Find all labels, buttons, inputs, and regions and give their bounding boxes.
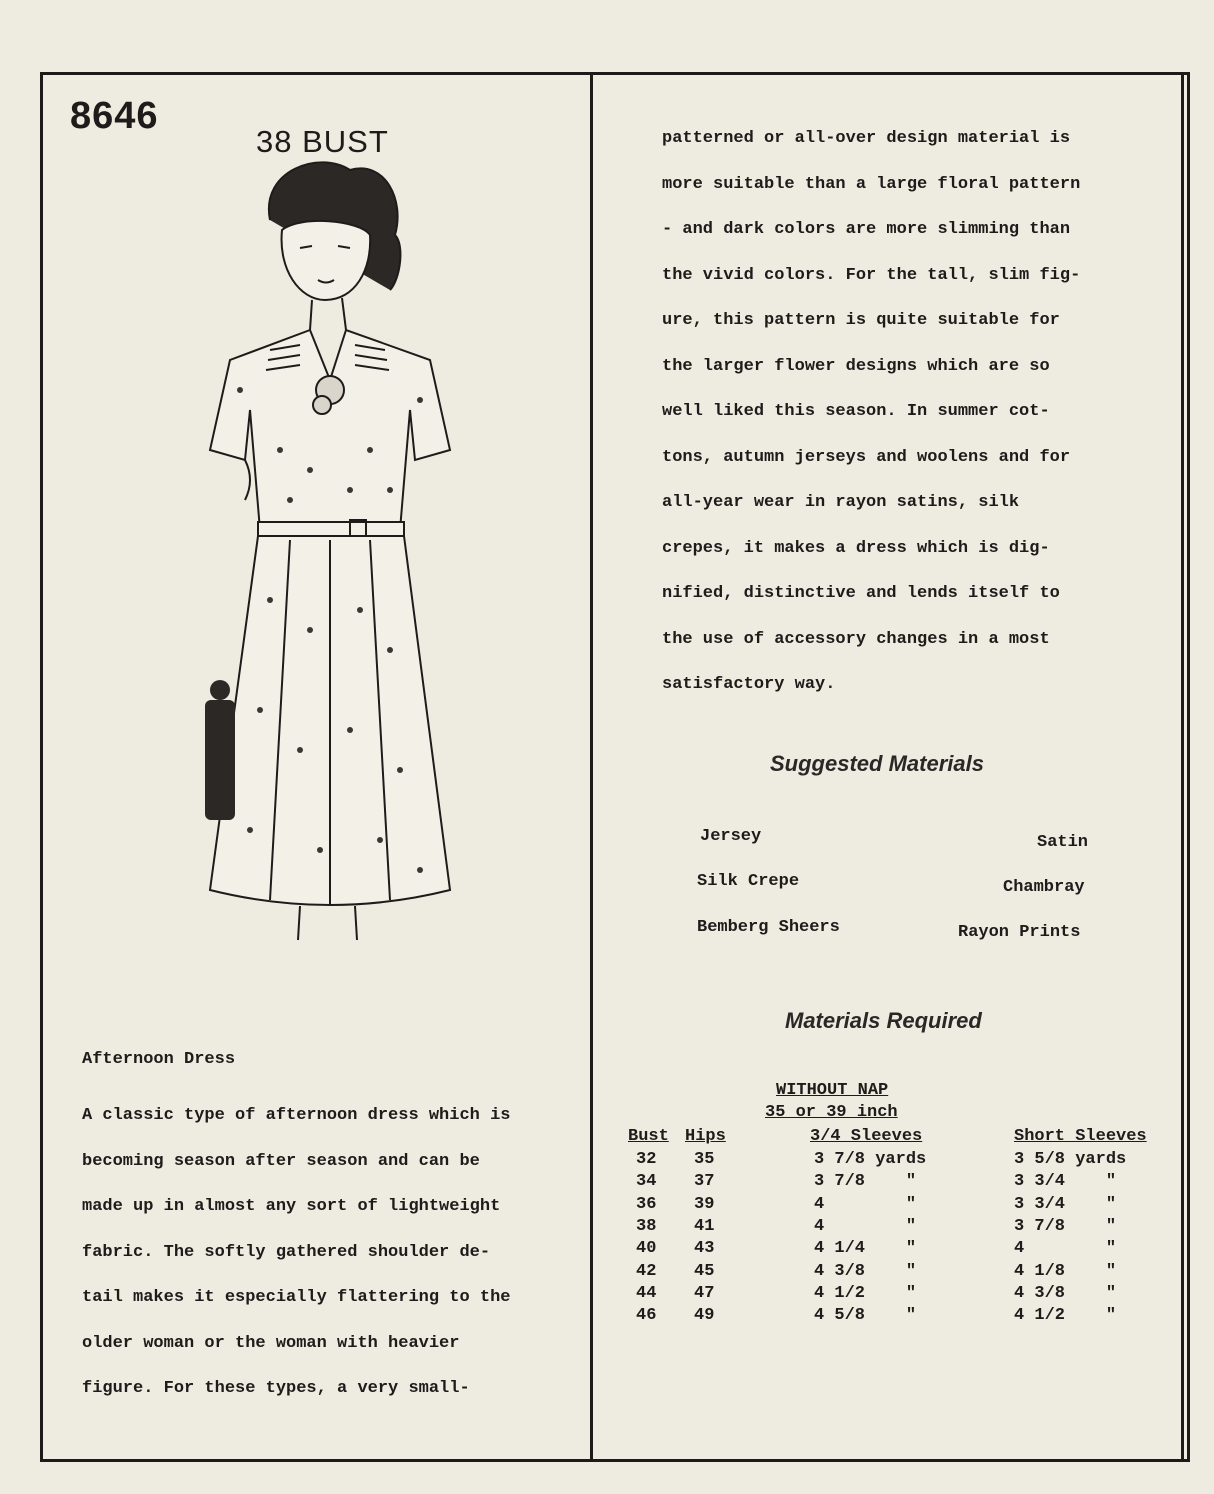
nap-label: WITHOUT NAP	[776, 1081, 889, 1100]
desc-line: tail makes it especially flattering to the	[82, 1288, 511, 1307]
table-cell: 38	[636, 1216, 657, 1236]
text-line: the use of accessory changes in a most	[662, 629, 1050, 649]
table-cell: 44	[636, 1283, 657, 1303]
text-line: patterned or all-over design material is	[662, 129, 1071, 148]
text-line: nified, distinctive and lends itself to	[662, 584, 1060, 603]
table-cell: 41	[694, 1216, 715, 1236]
table-cell: 43	[694, 1239, 715, 1259]
text-line: well liked this season. In summer cot-	[662, 402, 1050, 421]
text-line: the larger flower designs which are so	[662, 356, 1050, 376]
size-label: 38 BUST	[256, 124, 389, 159]
material-item: Jersey	[700, 827, 762, 846]
table-cell: 4 1/8 "	[1014, 1261, 1117, 1281]
col-header-hips: Hips	[685, 1127, 726, 1146]
garment-caption: Afternoon Dress	[82, 1050, 236, 1069]
desc-line: fabric. The softly gathered shoulder de-	[82, 1242, 491, 1262]
table-cell: 49	[694, 1306, 715, 1326]
table-cell: 4 1/2 "	[1014, 1306, 1117, 1326]
col-header-three-quarter-sleeves: 3/4 Sleeves	[810, 1127, 923, 1146]
materials-required-heading: Materials Required	[785, 1008, 982, 1033]
desc-line: A classic type of afternoon dress which is	[82, 1106, 511, 1125]
table-cell: 4 5/8 "	[814, 1306, 917, 1326]
table-cell: 4 "	[814, 1216, 917, 1236]
table-cell: 47	[694, 1283, 715, 1303]
table-cell: 3 7/8 yards	[814, 1150, 927, 1169]
text-line: more suitable than a large floral pattern	[662, 174, 1081, 194]
material-item: Silk Crepe	[697, 872, 800, 891]
table-cell: 3 7/8 "	[1014, 1216, 1117, 1236]
table-cell: 4 3/8 "	[814, 1261, 917, 1281]
text-line: crepes, it makes a dress which is dig-	[662, 538, 1050, 558]
text-line: all-year wear in rayon satins, silk	[662, 493, 1020, 512]
table-cell: 4 "	[1014, 1239, 1117, 1259]
desc-line: becoming season after season and can be	[82, 1151, 480, 1171]
suggested-materials-heading: Suggested Materials	[770, 751, 984, 776]
text-line: - and dark colors are more slimming than	[662, 220, 1071, 239]
desc-line: made up in almost any sort of lightweight	[82, 1197, 501, 1216]
table-cell: 45	[694, 1261, 715, 1281]
description-text	[82, 1093, 572, 1412]
table-cell: 4 1/2 "	[814, 1283, 917, 1303]
table-cell: 4 "	[814, 1194, 917, 1214]
col-header-short-sleeves: Short Sleeves	[1014, 1127, 1147, 1146]
fabric-width: 35 or 39 inch	[765, 1103, 898, 1122]
table-cell: 3 3/4 "	[1014, 1172, 1117, 1192]
material-item: Bemberg Sheers	[697, 918, 840, 937]
table-cell: 3 7/8 "	[814, 1172, 917, 1192]
desc-line: older woman or the woman with heavier	[82, 1333, 460, 1353]
table-cell: 46	[636, 1306, 657, 1326]
table-cell: 3 5/8 yards	[1014, 1150, 1127, 1169]
table-cell: 36	[636, 1194, 657, 1214]
right-edge-divider	[1181, 72, 1184, 1462]
yardage-table	[600, 1080, 1180, 1340]
material-item: Satin	[1037, 833, 1089, 852]
pattern-number: 8646	[70, 95, 159, 137]
table-cell: 37	[694, 1172, 715, 1192]
table-cell: 3 3/4 "	[1014, 1194, 1117, 1214]
table-cell: 32	[636, 1150, 657, 1169]
table-cell: 34	[636, 1172, 657, 1192]
material-item: Rayon Prints	[958, 923, 1081, 942]
col-header-bust: Bust	[628, 1127, 669, 1146]
continued-description	[662, 116, 1162, 708]
text-line: ure, this pattern is quite suitable for	[662, 311, 1060, 330]
table-cell: 39	[694, 1194, 715, 1214]
table-cell: 35	[694, 1150, 715, 1169]
table-cell: 4 1/4 "	[814, 1239, 917, 1259]
text-line: satisfactory way.	[662, 675, 836, 694]
text-line: tons, autumn jerseys and woolens and for	[662, 447, 1071, 467]
material-item: Chambray	[1003, 878, 1085, 897]
table-cell: 42	[636, 1261, 657, 1281]
table-cell: 40	[636, 1239, 657, 1259]
dress-illustration	[150, 150, 520, 950]
desc-line: figure. For these types, a very small-	[82, 1379, 470, 1398]
table-cell: 4 3/8 "	[1014, 1283, 1117, 1303]
text-line: the vivid colors. For the tall, slim fig-	[662, 265, 1081, 285]
column-divider	[590, 72, 593, 1462]
